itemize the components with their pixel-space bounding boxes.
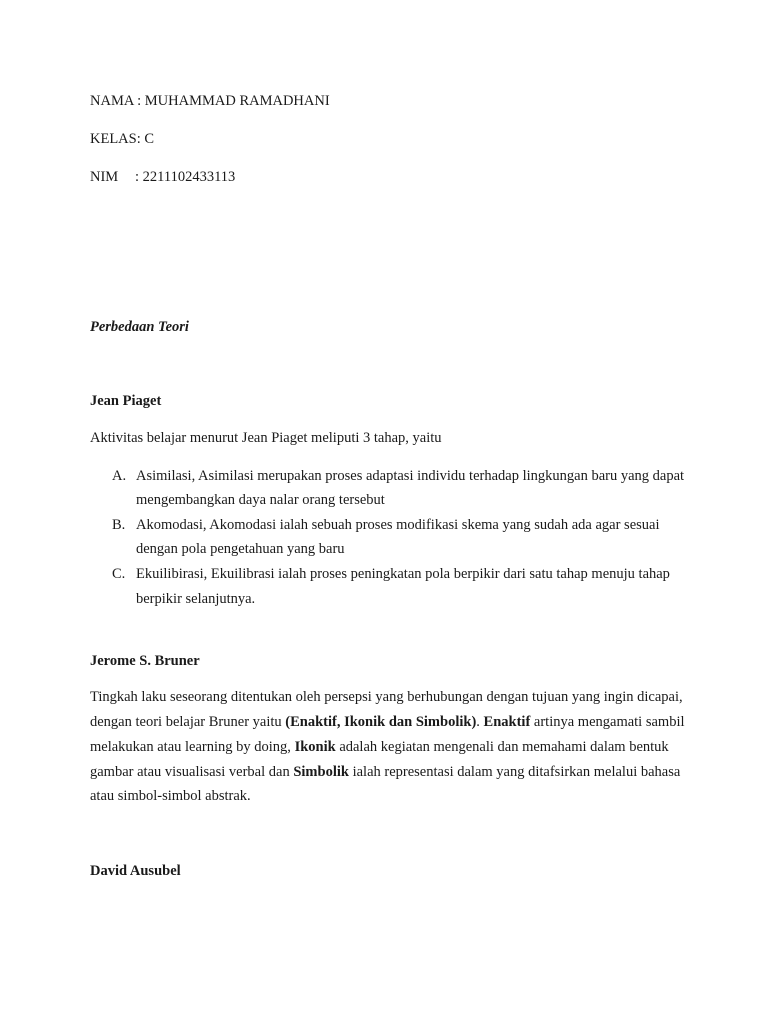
student-name: NAMA : MUHAMMAD RAMADHANI (90, 93, 330, 109)
nim-value: : 2211102433113 (135, 169, 236, 185)
list-item-line1: Asimilasi, Asimilasi merupakan proses adaptasi individu terhadap lingkungan baru yang dapat (136, 468, 685, 484)
text-run: . (476, 714, 484, 730)
bold-run: Ikonik (294, 739, 336, 755)
list-marker: A. (112, 468, 127, 484)
bold-run: Simbolik (293, 764, 349, 780)
piaget-heading: Jean Piaget (90, 393, 162, 409)
nim-label: NIM (90, 169, 119, 185)
bruner-line-2 (90, 713, 685, 731)
text-run: ialah representasi dalam yang ditafsirkan melalui bahasa (348, 764, 681, 780)
list-marker: B. (112, 517, 126, 533)
list-marker: C. (112, 566, 126, 582)
list-item-line1: Akomodasi, Akomodasi ialah sebuah proses modifikasi skema yang sudah ada agar sesuai (136, 517, 660, 533)
student-class: KELAS: C (90, 131, 155, 147)
ausubel-heading: David Ausubel (90, 863, 181, 879)
text-run: adalah kegiatan mengenali dan memahami dalam bentuk (335, 739, 669, 755)
list-item-line2: mengembangkan daya nalar orang tersebut (136, 492, 385, 508)
bruner-line-3 (90, 738, 669, 756)
text-run: melakukan atau learning by doing, (90, 739, 295, 755)
list-item-line2: dengan pola pengetahuan yang baru (136, 541, 345, 557)
text-run: gambar atau visualisasi verbal dan (90, 764, 294, 780)
bruner-line-1: Tingkah laku seseorang ditentukan oleh persepsi yang berhubungan dengan tujuan yang ingin dicapai, (90, 689, 683, 705)
list-item-line1: Ekuilibirasi, Ekuilibrasi ialah proses peningkatan pola berpikir dari satu tahap menuju tahap (136, 566, 670, 582)
bruner-heading: Jerome S. Bruner (90, 653, 200, 669)
list-item-line2: berpikir selanjutnya. (136, 591, 256, 607)
bold-run: Enaktif (483, 714, 531, 730)
text-run: dengan teori belajar Bruner yaitu (90, 714, 286, 730)
bold-run: (Enaktif, Ikonik dan Simbolik) (285, 714, 477, 730)
section-title: Perbedaan Teori (90, 319, 189, 335)
text-run: artinya mengamati sambil (530, 714, 685, 730)
bruner-line-5: atau simbol-simbol abstrak. (90, 788, 251, 804)
piaget-intro: Aktivitas belajar menurut Jean Piaget meliputi 3 tahap, yaitu (90, 430, 442, 446)
bruner-line-4 (90, 763, 680, 781)
